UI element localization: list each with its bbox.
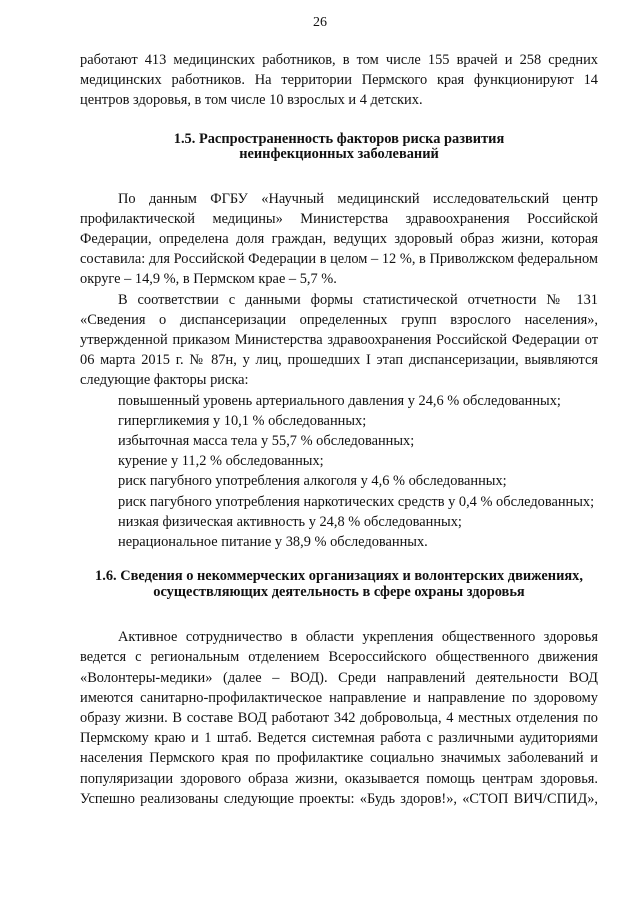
page-number: 26 [313, 15, 327, 30]
risk-factor-item: курение у 11,2 % обследованных; [118, 453, 324, 470]
risk-factor-item: гипергликемия у 10,1 % обследованных; [118, 412, 367, 429]
section-1-5-paragraph-1: По данным ФГБУ «Научный медицинский исследовательский центр профилактической медицины» Министерства здравоохранения Российской Федерации, определена доля граждан, ведущих здоровый образ жизни, которая составила: для Российской Федерации в целом – 12 %, в Приволжском федеральном округе – 14,9 %, в Пермском крае – 5,7 %. [80, 190, 598, 288]
section-1-6-heading-line1: 1.6. Сведения о некоммерческих организациях и волонтерских движениях, [95, 568, 583, 585]
section-1-5-heading-line2: неинфекционных заболеваний [239, 146, 439, 163]
section-1-5-heading [80, 132, 598, 163]
section-1-6-heading [80, 569, 598, 600]
risk-factor-item: риск пагубного употребления наркотических средств у 0,4 % обследованных; [118, 493, 595, 510]
section-1-6-paragraph-1: Активное сотрудничество в области укрепления общественного здоровья ведется с региональным отделением Всероссийского общественного движения «Волонтеры-медики» (далее – ВОД). Среди направлений деятельности ВОД имеются санитарно-профилактическое направление и направление по здоровому образу жизни. В составе ВОД работают 342 добровольца, 4 местных отделения по Пермскому краю и 1 штаб. Ведется системная работа с различными аудиториями населения Пермского края по профилактике социально значимых заболеваний и популяризации здорового образа жизни, оказывается помощь центрам здоровья. Успешно реализованы следующие проекты: «Будь здоров!», «СТОП ВИЧ/СПИД», [80, 629, 598, 807]
risk-factor-item: повышенный уровень артериального давления у 24,6 % обследованных; [118, 392, 561, 409]
section-1-5-heading-line1: 1.5. Распространенность факторов риска развития [173, 130, 505, 147]
risk-factor-item: низкая физическая активность у 24,8 % обследованных; [118, 513, 462, 530]
risk-factor-item: избыточная масса тела у 55,7 % обследованных; [118, 433, 415, 450]
section-1-6-heading-line2: осуществляющих деятельность в сфере охраны здоровья [153, 583, 525, 600]
section-1-5-paragraph-2: В соответствии с данными формы статистической отчетности № 131 «Сведения о диспансеризации определенных групп взрослого населения», утвержденной приказом Министерства здравоохранения Российской Федерации от 06 марта 2015 г. № 87н, у лиц, прошедших I этап диспансеризации, выявляются следующие факторы риска: [80, 291, 598, 389]
risk-factor-item: риск пагубного употребления алкоголя у 4,6 % обследованных; [118, 473, 507, 490]
page-content [80, 50, 598, 809]
risk-factor-item: нерациональное питание у 38,9 % обследованных. [118, 534, 428, 551]
paragraph-continued: работают 413 медицинских работников, в том числе 155 врачей и 258 средних медицинских работников. На территории Пермского края функционируют 14 центров здоровья, в том числе 10 взрослых и 4 детских. [80, 52, 598, 109]
